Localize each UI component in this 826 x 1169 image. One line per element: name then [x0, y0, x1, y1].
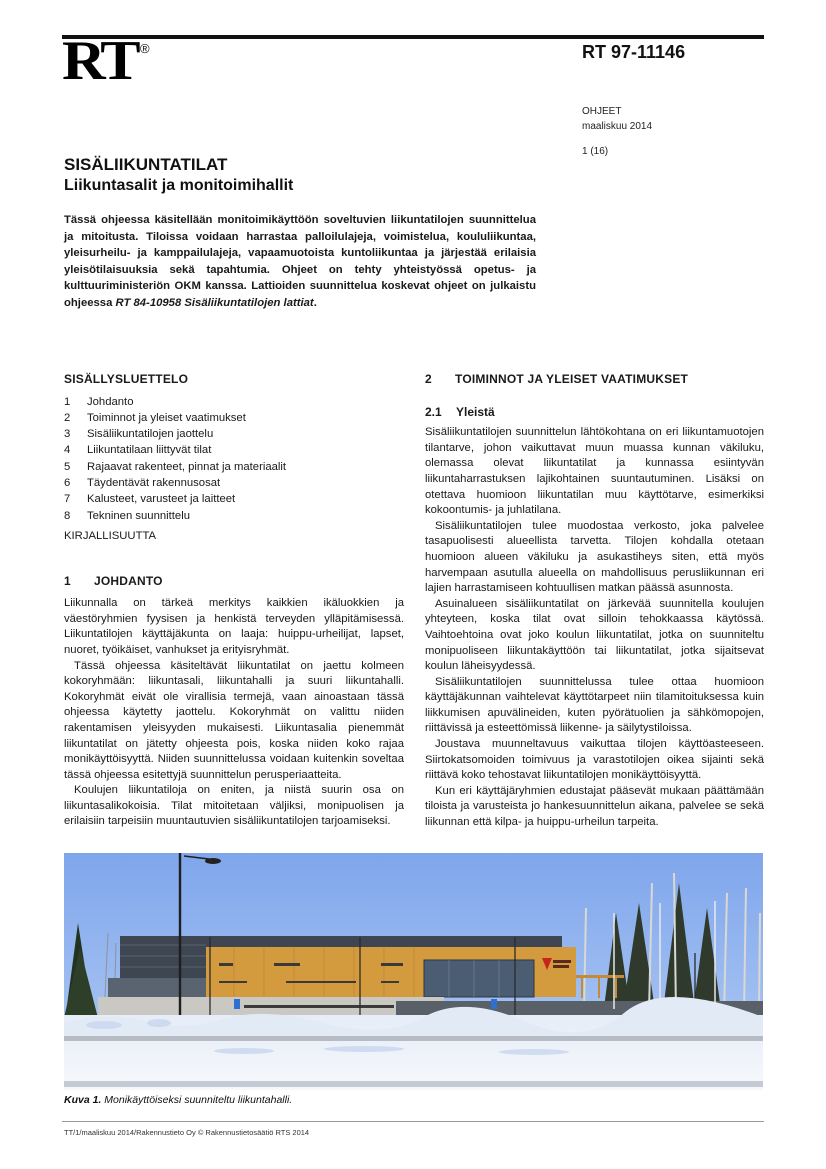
toc-item-label: Kalusteet, varusteet ja laitteet — [87, 493, 236, 506]
toc-item-number: 1 — [64, 395, 71, 408]
rt-logo: RT — [62, 30, 138, 92]
footer-text: TT/1/maaliskuu 2014/Rakennustieto Oy © Rakennustietosäätiö RTS 2014 — [64, 1128, 310, 1137]
figure-label: Kuva 1. — [64, 1094, 102, 1106]
paragraph: Kun eri käyttäjäryhmien edustajat pääsevät mukaan päättämään tiloista ja varusteista jo hankesuunnittelun aikana, palvelee se sekä liikunnan että kilpa- ja huippu-urheilun tarpeita. — [425, 784, 764, 829]
toc-item-number: 5 — [64, 460, 71, 473]
document-date: maaliskuu 2014 — [582, 121, 653, 132]
paragraph: Asuinalueen sisäliikuntatilat on järkevää suunnitella koulujen yhteyteen, koska tilat ovat silloin tehokkaassa käytössä. Vaihtoehtoina ovat joko koulun liikuntatilat, jotka on suunniteltu monipuoliseen liikuntakäyttöön tai liikuntatilat, jotka sijaitsevat koulun läheisyydessä. — [425, 597, 764, 673]
paragraph: Sisäliikuntatilojen suunnittelun lähtökohtana on eri liikuntamuotojen tilantarve, johon vaikuttavat muun muassa kunnan väkiluku, olemassa olevat liikuntatilat ja kunnassa esiintyvän liikuntaharrastuksen lajikohtainen suuntautuminen. Lisäksi on otettava huomioon liikuntatilan muu käyttötarve, esimerkiksi kokoontumis- ja juhlatilana. — [425, 426, 764, 517]
section-title: JOHDANTO — [94, 573, 163, 588]
toc-item-label: Toiminnot ja yleiset vaatimukset — [87, 411, 246, 424]
toc-item — [64, 508, 404, 524]
page-subtitle: Liikuntasalit ja monitoimihallit — [64, 177, 294, 194]
toc-item — [64, 394, 404, 410]
toc-item-label: Johdanto — [87, 395, 134, 408]
toc-list — [64, 394, 404, 524]
paragraph: Tässä ohjeessa käsiteltävät liikuntatilat on jaettu kolmeen kokoryhmään: liikuntasali, liikuntahalli ja suuri liikuntahalli. Kokoryhmät eivät ole virallisia termejä, vaan ainoastaan tässä ohjeessa käytetty jaottelu. Kokoryhmät on valittu niiden rakentamisen yleisyyden mukaisesti. Liikuntasalia pienemmät liikuntatilat on jätetty ohjeesta pois, koska niiden koko rajaa monikäyttöisyyttä. Niiden suunnittelussa voidaan kuitenkin soveltaa tässä ohjeessa esitettyjä suunnittelun perusperiaatteita. — [64, 659, 404, 781]
section-number: 1 — [64, 573, 71, 588]
abstract-reference: RT 84-10958 Sisäliikuntatilojen lattiat — [115, 296, 314, 309]
footer-rule — [62, 1121, 764, 1122]
toc-item-label: Täydentävät rakennusosat — [87, 477, 221, 490]
toc-item-number: 3 — [64, 428, 71, 441]
figure-photo-sports-hall — [64, 853, 763, 1090]
registered-mark: ® — [140, 41, 150, 56]
toc-item-number: 8 — [64, 509, 71, 522]
abstract-text: Tässä ohjeessa käsitellään monitoimikäyttöön soveltuvien liikuntatilojen suunnittelua ja mitoitusta. Tiloissa voidaan harrastaa palloilulajeja, voimistelua, koululiikuntaa, yleisurheilu- ja kamppailulajeja, vapaamuotoista kuntoliikuntaa ja järjestää erilaisia yleisötilaisuuksia sekä tapahtumia. Ohjeet on tehty yhteistyössä opetus- ja kulttuuriministeriön OKM kanssa. Lattioiden suunnittelua koskevat ohjeet on julkaistu ohjeessa — [64, 214, 536, 309]
left-column — [64, 372, 404, 830]
toc-item — [64, 442, 404, 458]
document-id: RT 97-11146 — [582, 42, 686, 62]
section-2-heading — [425, 372, 764, 388]
section-number: 2 — [425, 372, 432, 386]
section-title: TOIMINNOT JA YLEISET VAATIMUKSET — [455, 372, 689, 386]
paragraph: Koulujen liikuntatiloja on eniten, ja niistä suurin osa on liikuntasalikokoisia. Tilat mitoitetaan väljiksi, monipuolisen ja erilaisiin tarpeisiin muuntautuvien sisäliikuntatilojen tarjoamiseksi. — [64, 784, 404, 828]
toc-item-label: Rajaavat rakenteet, pinnat ja materiaalit — [87, 460, 287, 473]
toc-item — [64, 410, 404, 426]
figure-caption-text: Monikäyttöiseksi suunniteltu liikuntahalli. — [101, 1094, 293, 1106]
paragraph: Liikunnalla on tärkeä merkitys kaikkien ikäluokkien ja väestöryhmien fyysisen ja henkistä terveyden ylläpitämisessä. Liikuntatilojen käyttäjäkunta on laaja: huippu-urheilijat, lapset, nuoret, työikäiset, vanhukset ja erityisryhmät. — [64, 597, 404, 656]
toc-item-number: 6 — [64, 477, 71, 490]
paragraph: Sisäliikuntatilojen tulee muodostaa verkosto, joka palvelee tasapuolisesti alueellista tarvetta. Tilojen kohdalla otetaan huomioon alueen väkiluku ja asukastiheys siten, että myös harvempaan asutulla alueella on mahdollisuus perusliikunnan eri lajien harrastamiseen kohtuullisen matkan päässä asunnosta. — [425, 519, 764, 595]
figure-caption — [64, 1094, 292, 1106]
toc-item — [64, 491, 404, 507]
toc-item-number: 2 — [64, 411, 71, 424]
document-meta — [582, 104, 652, 134]
page-number: 1 (16) — [582, 146, 609, 157]
abstract-end: . — [313, 296, 317, 309]
document-type: OHJEET — [582, 106, 622, 117]
abstract — [64, 212, 536, 312]
toc-item-label: Sisäliikuntatilojen jaottelu — [87, 428, 214, 441]
paragraph: Sisäliikuntatilojen suunnittelussa tulee ottaa huomioon käyttäjäkunnan vaihtelevat käyttötarpeet niin tilamitoituksessa kuin liikkumisen apuvälineiden, kuten pyörätuolien ja sähkömopojen, riittävissä ja esteettömissä liikenne- ja säilytystiloissa. — [425, 675, 764, 735]
toc-item-label: Liikuntatilaan liittyvät tilat — [87, 444, 212, 457]
page-title: SISÄLIIKUNTATILAT — [64, 155, 228, 174]
toc-item-label: Tekninen suunnittelu — [87, 509, 191, 522]
section-1-heading — [64, 574, 404, 590]
toc-bibliography: KIRJALLISUUTTA — [64, 529, 157, 542]
toc-item-number: 4 — [64, 444, 71, 457]
subsection-number: 2.1 — [425, 404, 442, 419]
paragraph: Joustava muunneltavuus vaikuttaa tilojen käyttöasteeseen. Siirtokatsomoiden toimivuus ja varastotilojen oikea sijainti sekä riittävä koko tehostavat liikuntatilojen monikäyttöisyyttä. — [425, 738, 764, 782]
toc-heading: SISÄLLYSLUETTELO — [64, 372, 189, 386]
toc-item — [64, 426, 404, 442]
toc-item — [64, 475, 404, 491]
right-column — [425, 372, 764, 831]
header-top-rule — [62, 35, 764, 39]
section-2-1-heading — [425, 405, 764, 421]
toc-item-number: 7 — [64, 493, 71, 506]
subsection-title: Yleistä — [456, 404, 495, 419]
toc-item — [64, 459, 404, 475]
